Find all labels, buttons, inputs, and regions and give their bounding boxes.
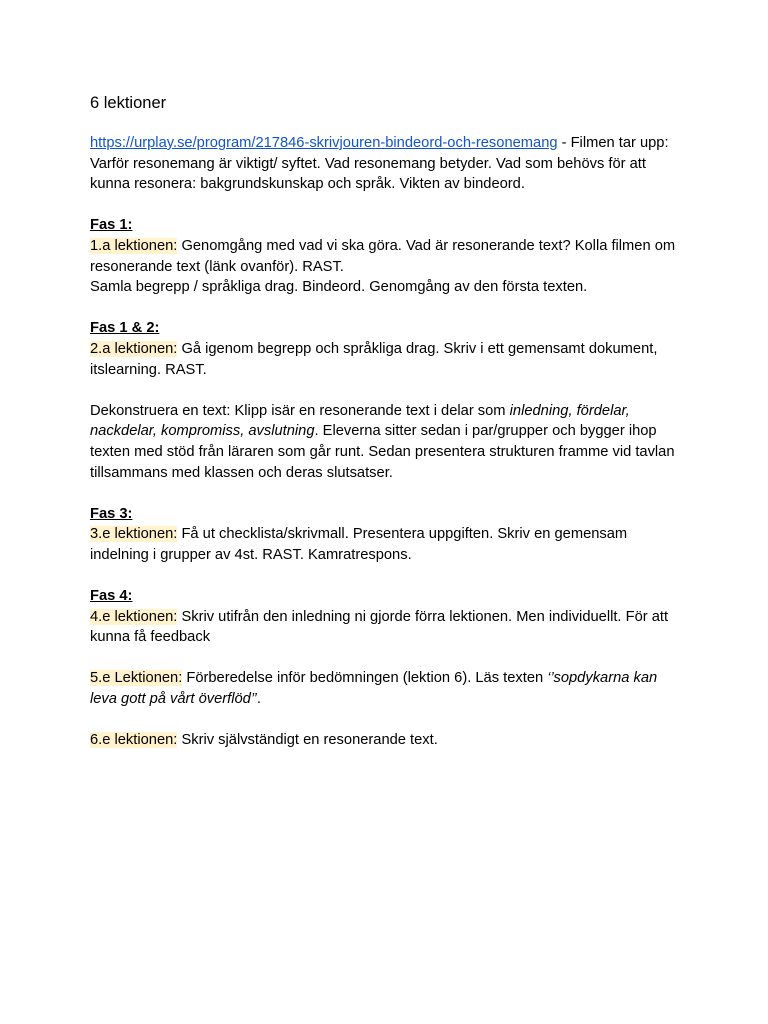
lesson6-text: Skriv självständigt en resonerande text. xyxy=(177,732,438,749)
lesson5-end: . xyxy=(256,691,261,708)
lesson6-paragraph xyxy=(90,730,678,751)
lesson3-text: Få ut checklista/skrivmall. Presentera uppgiften. Skriv en gemensam indelning i grupper av 4st. RAST. Kamratrespons. xyxy=(90,526,628,563)
lesson1-label: 1.a lektionen: xyxy=(90,237,178,254)
lesson1-text: Genomgång med vad vi ska göra. Vad är resonerande text? Kolla filmen om resonerande text (länk ovanför). RAST. xyxy=(90,237,676,275)
fas1-extra: Samla begrepp / språkliga drag. Bindeord. Genomgång av den första texten. xyxy=(90,279,588,296)
lesson4-text: Skriv utifrån den inledning ni gjorde förra lektionen. Men individuellt. För att kunna få feedback xyxy=(90,608,669,646)
fas12-heading: Fas 1 & 2: xyxy=(90,320,160,337)
deconstruct-end: . Eleverna sitter sedan i par/grupper och bygger ihop texten med stöd från läraren som går runt. Sedan presentera strukturen framme vid tavlan tillsammans med klassen och deras slutsatser. xyxy=(90,423,675,481)
deconstruct-paragraph xyxy=(90,401,678,483)
fas4-heading: Fas 4: xyxy=(90,588,133,605)
lesson5-label: 5.e Lektionen: xyxy=(90,670,183,687)
lesson2-paragraph xyxy=(90,339,678,380)
lesson4-label: 4.e lektionen: xyxy=(90,608,178,625)
intro-text: - Filmen tar upp: Varför resonemang är viktigt/ syftet. Vad resonemang betyder. Vad som behövs för att kunna resonera: bakgrundskunskap och språk. Vikten av bindeord. xyxy=(90,135,669,193)
lesson3-label: 3.e lektionen: xyxy=(90,526,178,543)
deconstruct-start: Dekonstruera en text: Klipp isär en resonerande text i delar som xyxy=(90,402,510,419)
lesson2-text: Gå igenom begrepp och språkliga drag. Skriv i ett gemensamt dokument, itslearning. RAST. xyxy=(90,340,658,378)
document-title: 6 lektioner xyxy=(90,94,167,112)
lesson5-text: Förberedelse inför bedömningen (lektion 6). Läs texten xyxy=(182,670,548,687)
urplay-link[interactable]: https://urplay.se/program/217846-skrivjouren-bindeord-och-resonemang xyxy=(90,135,558,151)
lesson3-paragraph xyxy=(90,524,678,565)
fas1-heading: Fas 1: xyxy=(90,217,133,234)
lesson5-paragraph xyxy=(90,668,678,709)
lesson1-paragraph xyxy=(90,236,678,277)
intro-paragraph xyxy=(90,133,678,195)
lesson2-label: 2.a lektionen: xyxy=(90,340,178,357)
fas3-heading: Fas 3: xyxy=(90,505,133,522)
lesson5-italic: ‘’sopdykarna kan leva gott på vårt överflöd’’ xyxy=(90,670,658,708)
lesson4-paragraph xyxy=(90,607,678,648)
lesson6-label: 6.e lektionen: xyxy=(90,732,178,749)
deconstruct-italic: inledning, fördelar, nackdelar, kompromiss, avslutning xyxy=(90,402,630,440)
